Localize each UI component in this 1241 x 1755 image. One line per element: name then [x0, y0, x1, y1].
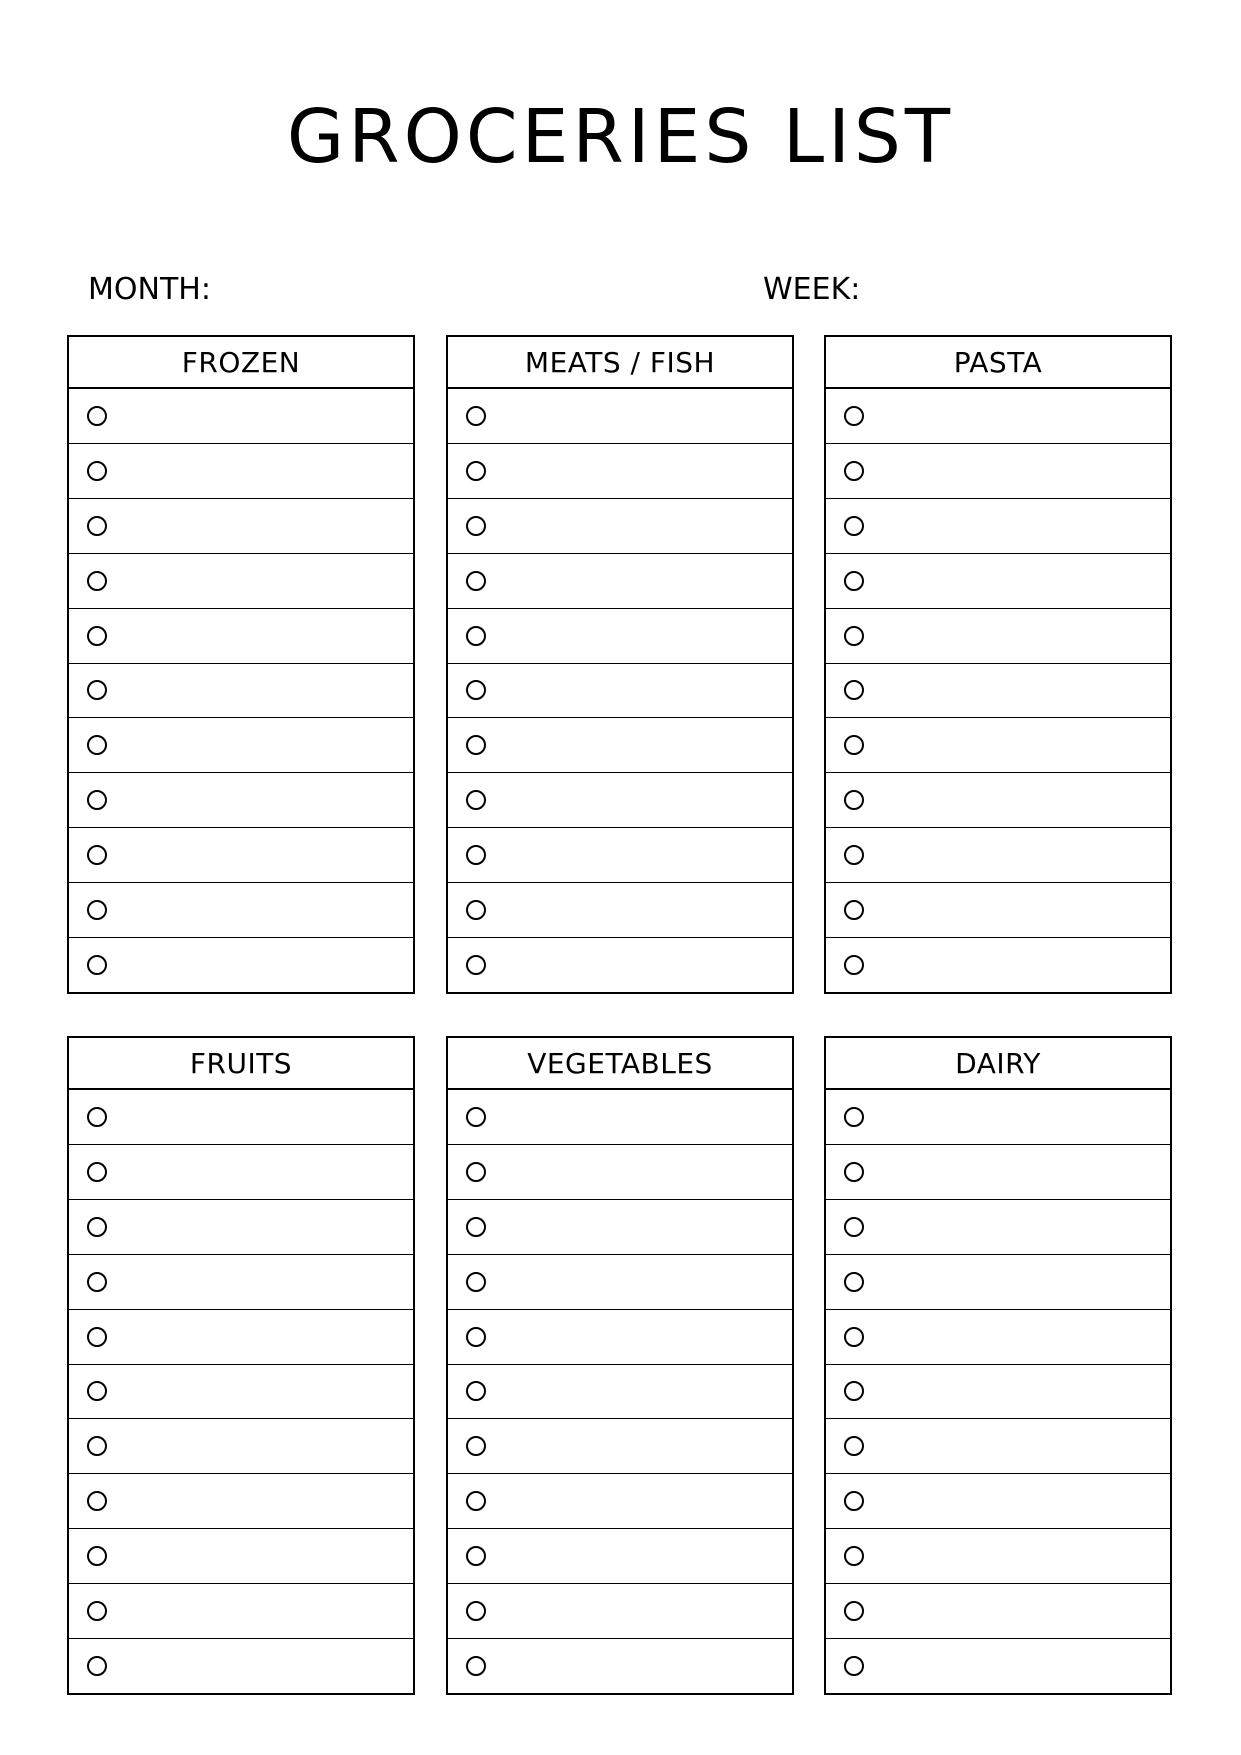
list-item[interactable] [448, 444, 792, 499]
list-item[interactable] [448, 1145, 792, 1200]
list-item[interactable] [826, 1255, 1170, 1310]
list-item[interactable] [69, 389, 413, 444]
list-item[interactable] [826, 1200, 1170, 1255]
section-header: FROZEN [69, 337, 413, 389]
checkbox-circle-icon[interactable] [466, 1656, 486, 1676]
section-pasta [824, 335, 1172, 994]
section-header: VEGETABLES [448, 1038, 792, 1090]
list-item[interactable] [69, 444, 413, 499]
list-item[interactable] [69, 1090, 413, 1145]
checklist [69, 1090, 413, 1693]
checkbox-circle-icon[interactable] [844, 1162, 864, 1182]
checkbox-circle-icon[interactable] [466, 900, 486, 920]
checkbox-circle-icon[interactable] [844, 1327, 864, 1347]
month-label: MONTH: [88, 272, 211, 307]
list-item[interactable] [448, 1419, 792, 1474]
list-item[interactable] [826, 883, 1170, 938]
checkbox-circle-icon[interactable] [87, 516, 107, 536]
list-item[interactable] [826, 828, 1170, 883]
checkbox-circle-icon[interactable] [844, 1601, 864, 1621]
list-item[interactable] [69, 664, 413, 719]
list-item[interactable] [826, 1529, 1170, 1584]
checkbox-circle-icon[interactable] [844, 900, 864, 920]
checkbox-circle-icon[interactable] [466, 1107, 486, 1127]
checkbox-circle-icon[interactable] [844, 735, 864, 755]
list-item[interactable] [448, 499, 792, 554]
list-item[interactable] [448, 389, 792, 444]
checkbox-circle-icon[interactable] [87, 1656, 107, 1676]
list-item[interactable] [448, 828, 792, 883]
checkbox-circle-icon[interactable] [87, 1601, 107, 1621]
list-item[interactable] [69, 1529, 413, 1584]
checkbox-circle-icon[interactable] [87, 1327, 107, 1347]
list-item[interactable] [69, 554, 413, 609]
list-item[interactable] [448, 1090, 792, 1145]
checkbox-circle-icon[interactable] [466, 1162, 486, 1182]
checklist [69, 389, 413, 992]
checkbox-circle-icon[interactable] [87, 406, 107, 426]
checkbox-circle-icon[interactable] [844, 516, 864, 536]
list-item[interactable] [826, 1090, 1170, 1145]
section-fruits [67, 1036, 415, 1695]
list-item[interactable] [69, 1310, 413, 1365]
checkbox-circle-icon[interactable] [844, 1546, 864, 1566]
checklist [826, 1090, 1170, 1693]
list-item[interactable] [448, 1529, 792, 1584]
checkbox-circle-icon[interactable] [844, 1217, 864, 1237]
checkbox-circle-icon[interactable] [87, 900, 107, 920]
checkbox-circle-icon[interactable] [87, 1546, 107, 1566]
list-item[interactable] [826, 609, 1170, 664]
week-label: WEEK: [763, 272, 861, 307]
checkbox-circle-icon[interactable] [87, 680, 107, 700]
checkbox-circle-icon[interactable] [466, 955, 486, 975]
list-item[interactable] [69, 1365, 413, 1420]
checkbox-circle-icon[interactable] [87, 571, 107, 591]
list-item[interactable] [826, 1584, 1170, 1639]
list-item[interactable] [69, 1145, 413, 1200]
list-item[interactable] [69, 828, 413, 883]
list-item[interactable] [448, 1584, 792, 1639]
list-item[interactable] [69, 499, 413, 554]
list-item[interactable] [826, 1145, 1170, 1200]
list-item[interactable] [69, 773, 413, 828]
list-item[interactable] [448, 1200, 792, 1255]
checkbox-circle-icon[interactable] [466, 516, 486, 536]
checkbox-circle-icon[interactable] [87, 461, 107, 481]
checkbox-circle-icon[interactable] [466, 1217, 486, 1237]
section-frozen [67, 335, 415, 994]
list-item[interactable] [69, 938, 413, 992]
list-item[interactable] [826, 664, 1170, 719]
checkbox-circle-icon[interactable] [87, 1272, 107, 1292]
checkbox-circle-icon[interactable] [87, 790, 107, 810]
list-item[interactable] [826, 1639, 1170, 1693]
checkbox-circle-icon[interactable] [844, 1381, 864, 1401]
list-item[interactable] [448, 1365, 792, 1420]
section-header: DAIRY [826, 1038, 1170, 1090]
checkbox-circle-icon[interactable] [87, 1217, 107, 1237]
checkbox-circle-icon[interactable] [844, 406, 864, 426]
section-header: PASTA [826, 337, 1170, 389]
checkbox-circle-icon[interactable] [466, 1381, 486, 1401]
section-header: FRUITS [69, 1038, 413, 1090]
list-item[interactable] [826, 773, 1170, 828]
checkbox-circle-icon[interactable] [844, 1436, 864, 1456]
checkbox-circle-icon[interactable] [466, 1601, 486, 1621]
list-item[interactable] [826, 718, 1170, 773]
list-item[interactable] [448, 609, 792, 664]
checklist [826, 389, 1170, 992]
checkbox-circle-icon[interactable] [466, 1491, 486, 1511]
list-item[interactable] [826, 1419, 1170, 1474]
section-vegetables [446, 1036, 794, 1695]
list-item[interactable] [69, 718, 413, 773]
checkbox-circle-icon[interactable] [87, 626, 107, 646]
checkbox-circle-icon[interactable] [844, 1656, 864, 1676]
checkbox-circle-icon[interactable] [844, 1272, 864, 1292]
list-item[interactable] [69, 1584, 413, 1639]
list-item[interactable] [826, 389, 1170, 444]
list-item[interactable] [448, 938, 792, 992]
section-meats-fish [446, 335, 794, 994]
checkbox-circle-icon[interactable] [87, 955, 107, 975]
checkbox-circle-icon[interactable] [466, 571, 486, 591]
checkbox-circle-icon[interactable] [466, 790, 486, 810]
checkbox-circle-icon[interactable] [87, 1162, 107, 1182]
checkbox-circle-icon[interactable] [466, 406, 486, 426]
list-item[interactable] [448, 1310, 792, 1365]
checkbox-circle-icon[interactable] [466, 1546, 486, 1566]
checkbox-circle-icon[interactable] [466, 1327, 486, 1347]
list-item[interactable] [69, 1639, 413, 1693]
list-item[interactable] [69, 1200, 413, 1255]
checkbox-circle-icon[interactable] [466, 1436, 486, 1456]
checkbox-circle-icon[interactable] [466, 626, 486, 646]
checkbox-circle-icon[interactable] [87, 735, 107, 755]
checkbox-circle-icon[interactable] [466, 461, 486, 481]
checkbox-circle-icon[interactable] [466, 845, 486, 865]
list-item[interactable] [448, 883, 792, 938]
checkbox-circle-icon[interactable] [844, 626, 864, 646]
list-item[interactable] [69, 1419, 413, 1474]
checkbox-circle-icon[interactable] [844, 1107, 864, 1127]
checkbox-circle-icon[interactable] [466, 680, 486, 700]
page-title: GROCERIES LIST [286, 94, 955, 180]
checkbox-circle-icon[interactable] [844, 1491, 864, 1511]
checklist [448, 1090, 792, 1693]
checkbox-circle-icon[interactable] [87, 1436, 107, 1456]
list-item[interactable] [826, 444, 1170, 499]
list-item[interactable] [826, 1365, 1170, 1420]
list-item[interactable] [448, 773, 792, 828]
list-item[interactable] [826, 554, 1170, 609]
checkbox-circle-icon[interactable] [466, 1272, 486, 1292]
checkbox-circle-icon[interactable] [87, 1491, 107, 1511]
checkbox-circle-icon[interactable] [87, 1381, 107, 1401]
checkbox-circle-icon[interactable] [844, 955, 864, 975]
list-item[interactable] [826, 938, 1170, 992]
checkbox-circle-icon[interactable] [844, 571, 864, 591]
list-item[interactable] [69, 883, 413, 938]
list-item[interactable] [448, 664, 792, 719]
section-dairy [824, 1036, 1172, 1695]
list-item[interactable] [448, 1639, 792, 1693]
checkbox-circle-icon[interactable] [844, 845, 864, 865]
checkbox-circle-icon[interactable] [844, 461, 864, 481]
list-item[interactable] [69, 609, 413, 664]
list-item[interactable] [826, 1310, 1170, 1365]
list-item[interactable] [826, 1474, 1170, 1529]
checkbox-circle-icon[interactable] [466, 735, 486, 755]
checkbox-circle-icon[interactable] [844, 680, 864, 700]
list-item[interactable] [69, 1474, 413, 1529]
list-item[interactable] [448, 554, 792, 609]
checkbox-circle-icon[interactable] [844, 790, 864, 810]
section-header: MEATS / FISH [448, 337, 792, 389]
checkbox-circle-icon[interactable] [87, 1107, 107, 1127]
list-item[interactable] [69, 1255, 413, 1310]
list-item[interactable] [448, 718, 792, 773]
list-item[interactable] [448, 1255, 792, 1310]
checkbox-circle-icon[interactable] [87, 845, 107, 865]
list-item[interactable] [448, 1474, 792, 1529]
checklist [448, 389, 792, 992]
list-item[interactable] [826, 499, 1170, 554]
